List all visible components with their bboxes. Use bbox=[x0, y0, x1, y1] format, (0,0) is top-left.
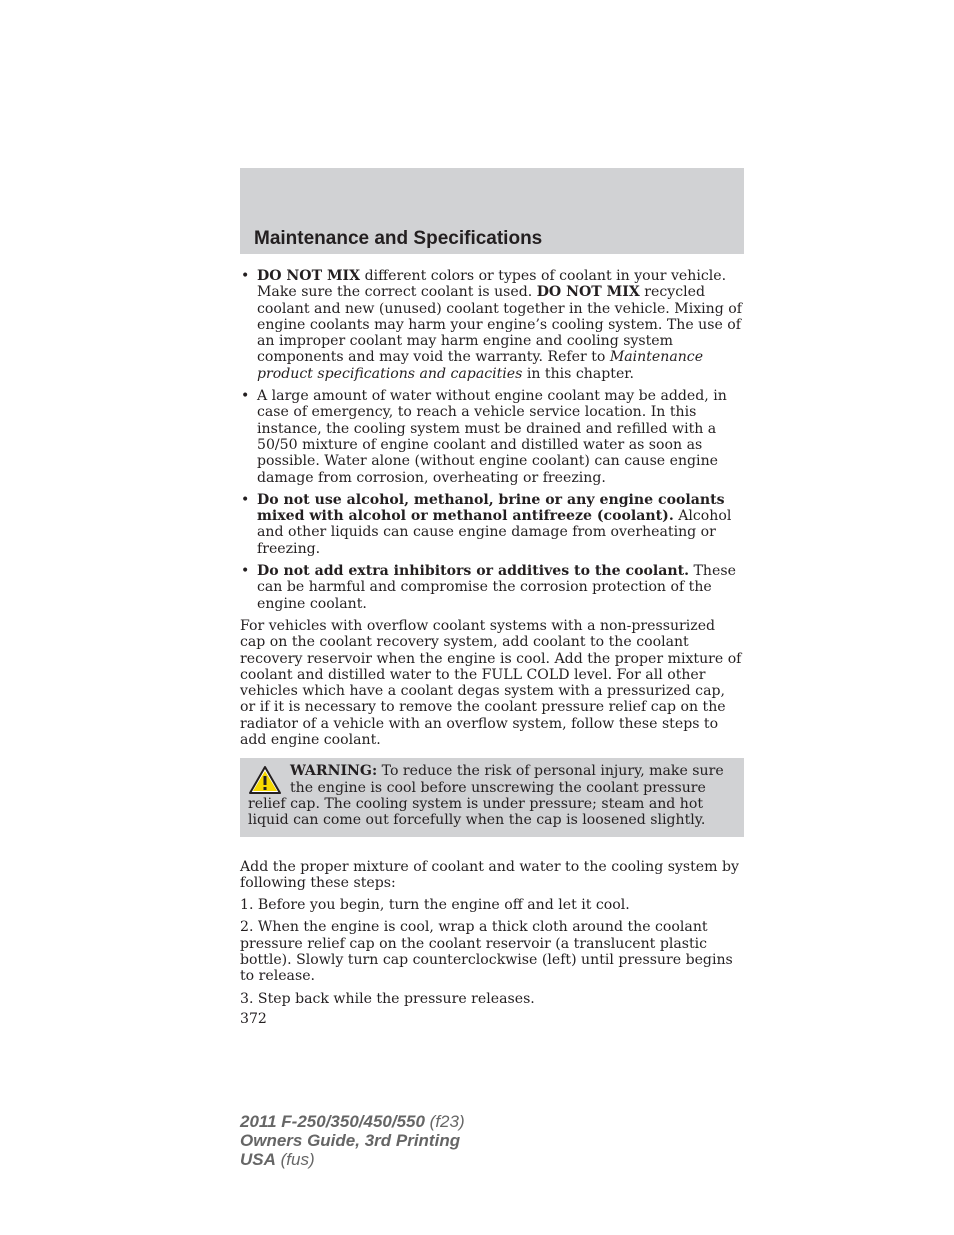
list-item: • Do not add extra inhibitors or additives to the coolant. These can be harmful and compromise the corrosion protection of the engine coolant. bbox=[241, 563, 736, 612]
step-item: 1. Before you begin, turn the engine off and let it cool. bbox=[240, 897, 630, 914]
section-title: Maintenance and Specifications bbox=[254, 228, 543, 249]
page-number: 372 bbox=[240, 1010, 267, 1027]
section-header bbox=[240, 168, 744, 254]
steps-intro: Add the proper mixture of coolant and water to the cooling system by following these steps: bbox=[240, 858, 739, 891]
step-item: 2. When the engine is cool, wrap a thick cloth around the coolant pressure relief cap on the coolant reservoir (a translucent plastic bottle). Slowly turn cap counterclockwise (left) until pressure begins to release. bbox=[240, 919, 733, 985]
cross-reference-link: Maintenance product specifications and capacities bbox=[257, 349, 704, 382]
overflow-paragraph: For vehicles with overflow coolant systems with a non-pressurized cap on the coolant recovery system, add coolant to the coolant recovery reservoir when the engine is cool. Add the proper mixture of coolant and distilled water to the FULL COLD level. For all other vehicles which have a coolant degas system with a pressurized cap, or if it is necessary to remove the coolant pressure relief cap on the radiator of a vehicle with an overflow system, follow these steps to add engine coolant. bbox=[240, 617, 742, 749]
warning-label: WARNING: bbox=[290, 763, 378, 780]
step-item: 3. Step back while the pressure releases. bbox=[240, 990, 535, 1007]
warning-triangle-icon bbox=[248, 765, 282, 795]
list-item: • Do not use alcohol, methanol, brine or any engine coolants mixed with alcohol or methanol antifreeze (coolant). Alcohol and other liquids can cause engine damage from overheating or freezing. bbox=[241, 491, 732, 557]
list-item: • A large amount of water without engine coolant may be added, in case of emergency, to reach a vehicle service location. In this instance, the cooling system must be drained and refilled with a 50/50 mixture of engine coolant and distilled water as soon as possible. Water alone (without engine coolant) can cause engine damage from corrosion, overheating or freezing. bbox=[241, 388, 727, 486]
list-item: • DO NOT MIX different colors or types of coolant in your vehicle. Make sure the correct coolant is used. DO NOT MIX recycled coolant and new (unused) coolant together in the vehicle. Mixing of engine coolants may harm your engine’s cooling system. The use of an improper coolant may harm engine and cooling system components and may void the warranty. Refer to Maintenance product specifications and capacities in this chapter. bbox=[241, 268, 742, 382]
footer: 2011 F-250/350/450/550 (f23) Owners Guide, 3rd Printing USA (fus) bbox=[240, 1112, 465, 1169]
warning-text: To reduce the risk of personal injury, make sure the engine is cool before unscrewing the coolant pressure relief cap. The cooling system is under pressure; steam and hot liquid can come out forcefully when the cap is loosened slightly. bbox=[248, 763, 724, 829]
warning-box bbox=[240, 758, 744, 836]
page-content bbox=[240, 268, 744, 1027]
